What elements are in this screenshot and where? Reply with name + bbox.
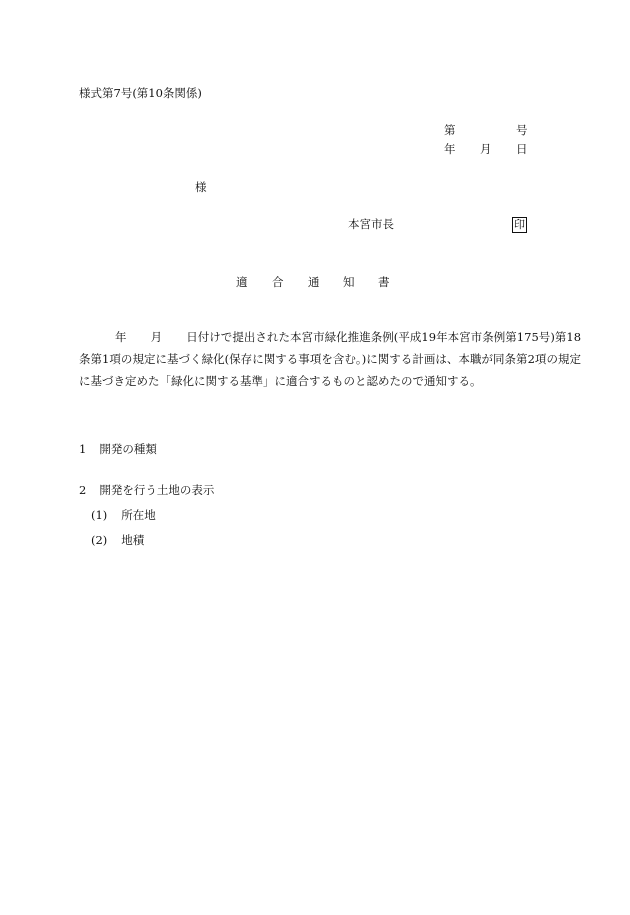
notice-body	[79, 326, 581, 392]
item-2	[79, 481, 214, 499]
item-1	[79, 440, 157, 458]
subitem-1-label: 所在地	[121, 508, 156, 522]
body-month-label: 月	[150, 330, 163, 344]
date-day-label: 日	[516, 142, 528, 156]
addressee-suffix: 様	[195, 180, 207, 194]
body-year-label: 年	[115, 330, 127, 344]
body-text: 日付けで提出された本宮市緑化推進条例(平成19年本宮市条例第175号)第18条第1項の規定に基づく緑化(保存に関する事項を含む。)に関する計画は、本職が同条第2項の規定に基づき定めた「緑化に関する基準」に適合するものと認めたので通知する。	[79, 330, 582, 388]
date-month-label: 月	[480, 142, 492, 156]
title-char-3: 通	[308, 275, 320, 289]
item-1-number: 1	[79, 442, 87, 456]
seal-mark	[512, 215, 527, 233]
title-char-5: 書	[378, 275, 390, 289]
title-char-1: 適	[236, 275, 248, 289]
document-number-prefix: 第	[444, 123, 456, 137]
subitem-2	[91, 531, 144, 549]
seal-stamp: 印	[514, 218, 525, 231]
document-number-suffix: 号	[516, 123, 528, 137]
subitem-2-number: (2)	[91, 533, 108, 547]
title-char-2: 合	[272, 275, 284, 289]
form-number: 様式第7号(第10条関係)	[79, 86, 202, 100]
issuer-name: 本宮市長	[348, 217, 394, 231]
item-2-label: 開発を行う土地の表示	[99, 483, 215, 497]
subitem-1	[91, 506, 156, 524]
date-year-label: 年	[444, 142, 456, 156]
item-2-number: 2	[79, 483, 87, 497]
title-char-4: 知	[343, 275, 355, 289]
subitem-2-label: 地積	[121, 533, 145, 547]
subitem-1-number: (1)	[91, 508, 108, 522]
item-1-label: 開発の種類	[99, 442, 157, 456]
